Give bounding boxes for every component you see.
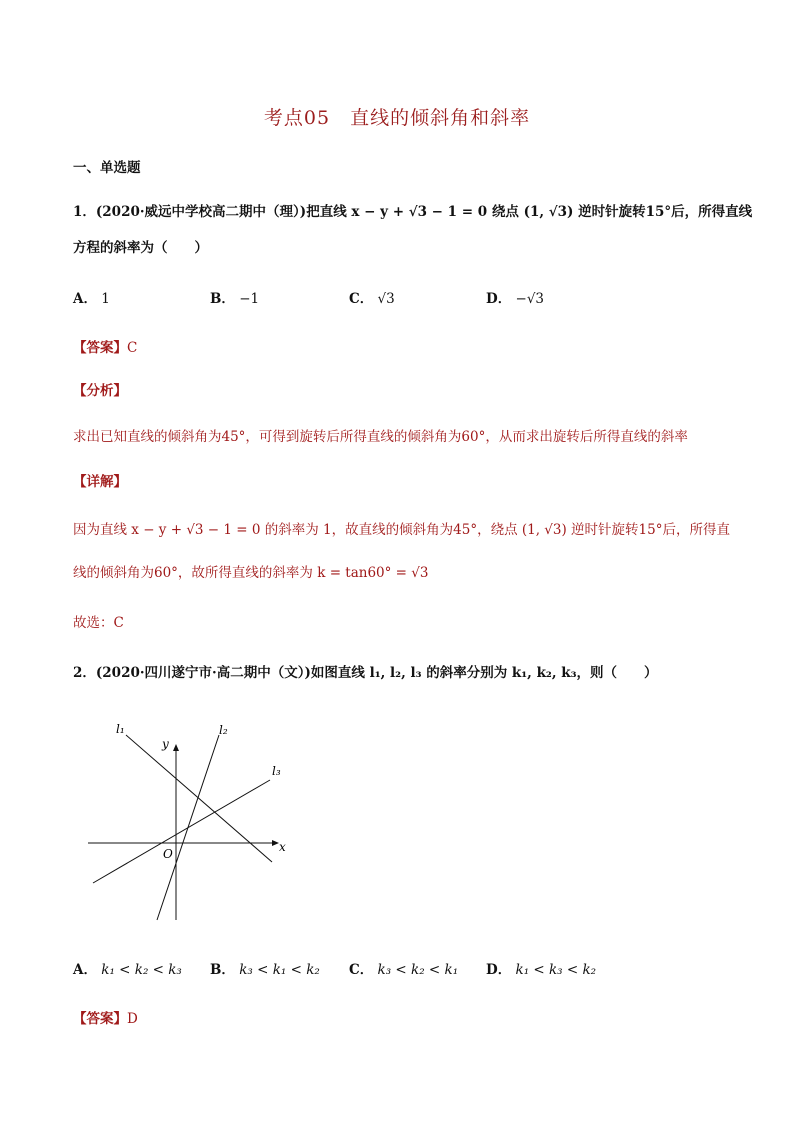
q1-detail-line2: 线的倾斜角为60°，故所得直线的斜率为 k = tan60° = √3 bbox=[73, 565, 429, 581]
q2-option-d: D． k₁ < k₃ < k₂ bbox=[486, 962, 597, 978]
q2-option-c: C． k₃ < k₂ < k₁ bbox=[349, 962, 459, 978]
q1-option-d: D． −√3 bbox=[486, 291, 545, 307]
q1-detail-tag: 【详解】 bbox=[73, 474, 127, 490]
q1-analysis-tag: 【分析】 bbox=[73, 383, 127, 399]
q2-option-a: A． k₁ < k₂ < k₃ bbox=[73, 962, 182, 978]
q1-answer: 【答案】C bbox=[73, 340, 138, 356]
q2-stem: 2．(2020·四川遂宁市·高二期中（文）)如图直线 l₁, l₂, l₃ 的斜率分别为 k₁, k₂, k₃，则（ ） bbox=[73, 665, 658, 681]
label-l2: l₂ bbox=[219, 723, 228, 737]
line-l3 bbox=[93, 780, 270, 883]
label-l3: l₃ bbox=[272, 764, 281, 778]
q1-stem-line2: 方程的斜率为（ ） bbox=[73, 240, 208, 256]
label-origin: O bbox=[163, 847, 173, 861]
label-y: y bbox=[162, 737, 169, 751]
q1-detail-line1: 因为直线 x − y + √3 − 1 = 0 的斜率为 1，故直线的倾斜角为45°，绕点 (1, √3) 逆时针旋转15°后，所得直 bbox=[73, 522, 730, 538]
q1-analysis: 求出已知直线的倾斜角为45°，可得到旋转后所得直线的倾斜角为60°，从而求出旋转后所得直线的斜率 bbox=[73, 429, 688, 445]
section-heading: 一、单选题 bbox=[73, 160, 141, 176]
q1-stem-line1: 1．(2020·威远中学校高二期中（理）)把直线 x − y + √3 − 1 = 0 绕点 (1, √3) 逆时针旋转15°后，所得直线 bbox=[73, 204, 753, 220]
label-l1: l₁ bbox=[116, 722, 125, 736]
label-x: x bbox=[279, 840, 286, 854]
page-title: 考点05 直线的倾斜角和斜率 bbox=[263, 107, 531, 129]
q2-answer: 【答案】D bbox=[73, 1011, 138, 1027]
q1-option-b: B． −1 bbox=[210, 291, 260, 307]
q2-option-b: B． k₃ < k₁ < k₂ bbox=[210, 962, 320, 978]
q2-figure bbox=[80, 715, 310, 930]
q1-conclusion: 故选：C bbox=[73, 615, 124, 631]
q1-option-a: A． 1 bbox=[73, 291, 110, 307]
q1-option-c: C． √3 bbox=[349, 291, 395, 307]
